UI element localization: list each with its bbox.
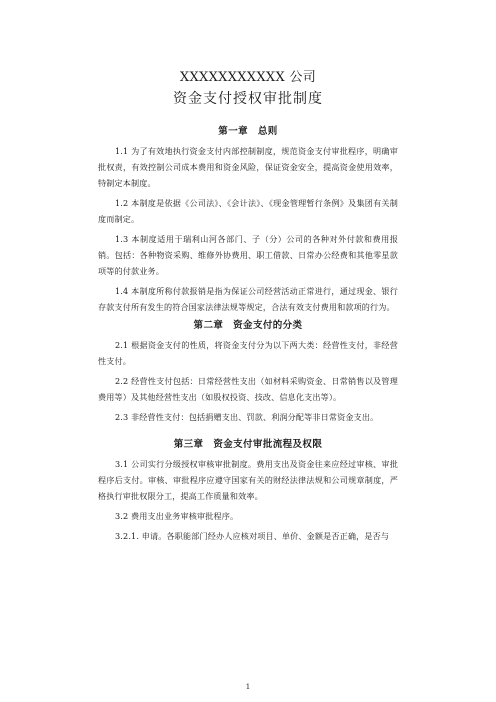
paragraph: 2.2 经营性支付包括：日常经营性支出（如材料采购资金、日常销售以及管理费用等）及其他经营性支出（如股权投资、技改、信息化支出等）。	[98, 376, 398, 402]
document-body	[98, 122, 398, 548]
chapter-heading: 第一章 总则	[218, 126, 278, 137]
paragraph: 1.1 为了有效地执行资金支付内部控制制度，规范资金支付审批程序，明确审批权责，有效控制公司成本费用和资金风险，保证资金安全，提高资金使用效率，特制定本制度。	[98, 146, 398, 188]
chapter-heading: 第二章 资金支付的分类	[193, 320, 303, 331]
chapter-heading: 第三章 资金支付审批流程及权限	[173, 439, 323, 450]
paragraph: 3.2 费用支出业务审核审批程序。	[115, 511, 239, 521]
paragraph: 1.3 本制度适用于瑞利山河各部门、子（分）公司的各种对外付款和费用报销。包括：各种物资采购、维修外协费用、职工借款、日常办公经费和其他零星款项等的付款业务。	[98, 234, 398, 276]
paragraph: 2.3 非经营性支付：包括捐赠支出、罚款、利润分配等非日常资金支出。	[115, 412, 379, 422]
company-name: XXXXXXXXXXX 公司	[179, 70, 317, 85]
document-title: 资金支付授权审批制度	[173, 91, 323, 107]
page-number: 1	[245, 683, 251, 691]
paragraph: 3.1 公司实行分级授权审核审批制度。费用支出及资金往来应经过审核、审批程序后支付。审核、审批程序应遵守国家有关的财经法律法规和公司规章制度，严格执行审批权限分工，提高工作质量和效率。	[98, 459, 398, 501]
paragraph: 1.2 本制度是依据《公司法》、《会计法》、《现金管理暂行条例》及集团有关制度而制定。	[98, 198, 398, 224]
paragraph: 3.2.1. 申请。各职能部门经办人应核对项目、单价、金额是否正确，是否与	[115, 531, 390, 541]
paragraph: 2.1 根据资金支付的性质，将资金支付分为以下两大类：经营性支付，非经营性支付。	[98, 340, 398, 366]
paragraph: 1.4 本制度所称付款报销是指为保证公司经营活动正常进行，通过现金、银行存款支付所有发生的符合国家法律法规等规定，合法有效支付费用和款项的行为。	[98, 286, 398, 312]
